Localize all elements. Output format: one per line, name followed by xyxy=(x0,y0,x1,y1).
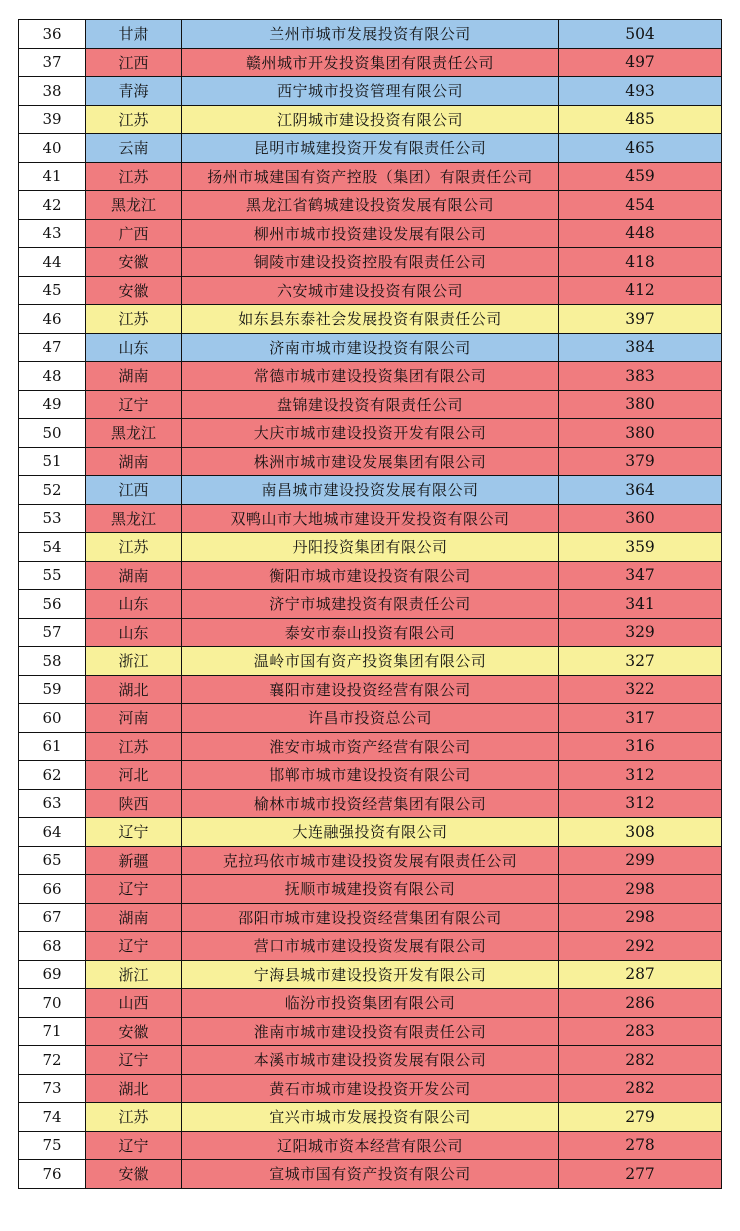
table-row xyxy=(19,533,722,562)
rank-cell: 51 xyxy=(19,447,86,476)
value-cell: 454 xyxy=(559,191,722,220)
value-cell: 397 xyxy=(559,305,722,334)
province-cell: 山东 xyxy=(86,618,182,647)
value-cell: 347 xyxy=(559,561,722,590)
table-row xyxy=(19,1046,722,1075)
province-cell: 河南 xyxy=(86,704,182,733)
rank-cell: 76 xyxy=(19,1160,86,1189)
company-name-cell: 大庆市城市建设投资开发有限公司 xyxy=(182,419,559,448)
province-cell: 湖南 xyxy=(86,362,182,391)
table-row xyxy=(19,134,722,163)
table-row xyxy=(19,390,722,419)
rank-cell: 53 xyxy=(19,504,86,533)
company-name-cell: 泰安市泰山投资有限公司 xyxy=(182,618,559,647)
rank-cell: 57 xyxy=(19,618,86,647)
province-cell: 青海 xyxy=(86,77,182,106)
table-row xyxy=(19,1131,722,1160)
province-cell: 安徽 xyxy=(86,1017,182,1046)
table-row xyxy=(19,1017,722,1046)
company-name-cell: 如东县东泰社会发展投资有限责任公司 xyxy=(182,305,559,334)
value-cell: 279 xyxy=(559,1103,722,1132)
province-cell: 湖南 xyxy=(86,903,182,932)
rank-cell: 38 xyxy=(19,77,86,106)
company-name-cell: 黑龙江省鹤城建设投资发展有限公司 xyxy=(182,191,559,220)
rank-cell: 43 xyxy=(19,219,86,248)
value-cell: 493 xyxy=(559,77,722,106)
province-cell: 湖北 xyxy=(86,1074,182,1103)
table-row xyxy=(19,704,722,733)
table-row xyxy=(19,276,722,305)
province-cell: 安徽 xyxy=(86,1160,182,1189)
company-name-cell: 西宁城市投资管理有限公司 xyxy=(182,77,559,106)
province-cell: 云南 xyxy=(86,134,182,163)
company-name-cell: 江阴城市建设投资有限公司 xyxy=(182,105,559,134)
value-cell: 380 xyxy=(559,419,722,448)
table-row xyxy=(19,647,722,676)
value-cell: 327 xyxy=(559,647,722,676)
rank-cell: 42 xyxy=(19,191,86,220)
value-cell: 360 xyxy=(559,504,722,533)
value-cell: 380 xyxy=(559,390,722,419)
company-name-cell: 昆明市城建投资开发有限责任公司 xyxy=(182,134,559,163)
province-cell: 江西 xyxy=(86,476,182,505)
province-cell: 浙江 xyxy=(86,960,182,989)
province-cell: 浙江 xyxy=(86,647,182,676)
value-cell: 299 xyxy=(559,846,722,875)
rank-cell: 66 xyxy=(19,875,86,904)
company-name-cell: 衡阳市城市建设投资有限公司 xyxy=(182,561,559,590)
company-name-cell: 宁海县城市建设投资开发有限公司 xyxy=(182,960,559,989)
table-row xyxy=(19,219,722,248)
rank-cell: 36 xyxy=(19,20,86,49)
company-name-cell: 六安城市建设投资有限公司 xyxy=(182,276,559,305)
province-cell: 江苏 xyxy=(86,533,182,562)
value-cell: 282 xyxy=(559,1046,722,1075)
rank-cell: 70 xyxy=(19,989,86,1018)
province-cell: 黑龙江 xyxy=(86,191,182,220)
province-cell: 河北 xyxy=(86,761,182,790)
value-cell: 465 xyxy=(559,134,722,163)
rank-cell: 65 xyxy=(19,846,86,875)
company-name-cell: 温岭市国有资产投资集团有限公司 xyxy=(182,647,559,676)
table-row xyxy=(19,675,722,704)
rank-cell: 59 xyxy=(19,675,86,704)
table-row xyxy=(19,191,722,220)
province-cell: 辽宁 xyxy=(86,875,182,904)
rank-cell: 63 xyxy=(19,789,86,818)
value-cell: 298 xyxy=(559,875,722,904)
rank-cell: 44 xyxy=(19,248,86,277)
rank-cell: 41 xyxy=(19,162,86,191)
province-cell: 湖南 xyxy=(86,447,182,476)
table-row xyxy=(19,162,722,191)
company-name-cell: 抚顺市城建投资有限公司 xyxy=(182,875,559,904)
value-cell: 485 xyxy=(559,105,722,134)
table-row xyxy=(19,305,722,334)
company-name-cell: 柳州市城市投资建设发展有限公司 xyxy=(182,219,559,248)
province-cell: 安徽 xyxy=(86,276,182,305)
rank-cell: 67 xyxy=(19,903,86,932)
table-row xyxy=(19,761,722,790)
value-cell: 287 xyxy=(559,960,722,989)
value-cell: 364 xyxy=(559,476,722,505)
province-cell: 江苏 xyxy=(86,305,182,334)
value-cell: 359 xyxy=(559,533,722,562)
rank-cell: 56 xyxy=(19,590,86,619)
company-name-cell: 常德市城市建设投资集团有限公司 xyxy=(182,362,559,391)
table-row xyxy=(19,789,722,818)
province-cell: 辽宁 xyxy=(86,1046,182,1075)
table-row xyxy=(19,960,722,989)
value-cell: 448 xyxy=(559,219,722,248)
province-cell: 辽宁 xyxy=(86,818,182,847)
table-row xyxy=(19,20,722,49)
table-row xyxy=(19,932,722,961)
table-row xyxy=(19,875,722,904)
table-row xyxy=(19,846,722,875)
table-row xyxy=(19,248,722,277)
table-row xyxy=(19,447,722,476)
value-cell: 322 xyxy=(559,675,722,704)
province-cell: 安徽 xyxy=(86,248,182,277)
province-cell: 湖北 xyxy=(86,675,182,704)
value-cell: 504 xyxy=(559,20,722,49)
table-row xyxy=(19,903,722,932)
rank-cell: 61 xyxy=(19,732,86,761)
value-cell: 283 xyxy=(559,1017,722,1046)
province-cell: 湖南 xyxy=(86,561,182,590)
province-cell: 新疆 xyxy=(86,846,182,875)
company-name-cell: 济南市城市建设投资有限公司 xyxy=(182,333,559,362)
value-cell: 316 xyxy=(559,732,722,761)
rank-cell: 68 xyxy=(19,932,86,961)
table-row xyxy=(19,476,722,505)
table-row xyxy=(19,504,722,533)
ranking-table xyxy=(18,19,722,1189)
table-row xyxy=(19,48,722,77)
company-name-cell: 邯郸市城市建设投资有限公司 xyxy=(182,761,559,790)
province-cell: 江苏 xyxy=(86,105,182,134)
table-row xyxy=(19,333,722,362)
table-row xyxy=(19,818,722,847)
value-cell: 298 xyxy=(559,903,722,932)
ranking-table-body xyxy=(19,20,722,1189)
company-name-cell: 盘锦建设投资有限责任公司 xyxy=(182,390,559,419)
province-cell: 江苏 xyxy=(86,732,182,761)
rank-cell: 62 xyxy=(19,761,86,790)
province-cell: 黑龙江 xyxy=(86,504,182,533)
rank-cell: 71 xyxy=(19,1017,86,1046)
rank-cell: 58 xyxy=(19,647,86,676)
province-cell: 辽宁 xyxy=(86,932,182,961)
company-name-cell: 辽阳城市资本经营有限公司 xyxy=(182,1131,559,1160)
value-cell: 418 xyxy=(559,248,722,277)
table-row xyxy=(19,1103,722,1132)
province-cell: 江苏 xyxy=(86,162,182,191)
table-row xyxy=(19,590,722,619)
province-cell: 黑龙江 xyxy=(86,419,182,448)
company-name-cell: 榆林市城市投资经营集团有限公司 xyxy=(182,789,559,818)
value-cell: 282 xyxy=(559,1074,722,1103)
company-name-cell: 临汾市投资集团有限公司 xyxy=(182,989,559,1018)
rank-cell: 50 xyxy=(19,419,86,448)
province-cell: 山东 xyxy=(86,333,182,362)
rank-cell: 55 xyxy=(19,561,86,590)
company-name-cell: 营口市城市建设投资发展有限公司 xyxy=(182,932,559,961)
company-name-cell: 南昌城市建设投资发展有限公司 xyxy=(182,476,559,505)
company-name-cell: 济宁市城建投资有限责任公司 xyxy=(182,590,559,619)
rank-cell: 47 xyxy=(19,333,86,362)
ranking-table-container xyxy=(18,19,721,1189)
rank-cell: 48 xyxy=(19,362,86,391)
value-cell: 459 xyxy=(559,162,722,191)
rank-cell: 54 xyxy=(19,533,86,562)
rank-cell: 52 xyxy=(19,476,86,505)
rank-cell: 73 xyxy=(19,1074,86,1103)
value-cell: 383 xyxy=(559,362,722,391)
company-name-cell: 双鸭山市大地城市建设开发投资有限公司 xyxy=(182,504,559,533)
value-cell: 286 xyxy=(559,989,722,1018)
table-row xyxy=(19,362,722,391)
company-name-cell: 株洲市城市建设发展集团有限公司 xyxy=(182,447,559,476)
rank-cell: 72 xyxy=(19,1046,86,1075)
province-cell: 江苏 xyxy=(86,1103,182,1132)
company-name-cell: 大连融强投资有限公司 xyxy=(182,818,559,847)
table-row xyxy=(19,561,722,590)
company-name-cell: 本溪市城市建设投资发展有限公司 xyxy=(182,1046,559,1075)
province-cell: 山西 xyxy=(86,989,182,1018)
table-row xyxy=(19,989,722,1018)
company-name-cell: 铜陵市建设投资控股有限责任公司 xyxy=(182,248,559,277)
company-name-cell: 黄石市城市建设投资开发公司 xyxy=(182,1074,559,1103)
value-cell: 497 xyxy=(559,48,722,77)
company-name-cell: 克拉玛依市城市建设投资发展有限责任公司 xyxy=(182,846,559,875)
rank-cell: 40 xyxy=(19,134,86,163)
rank-cell: 74 xyxy=(19,1103,86,1132)
province-cell: 甘肃 xyxy=(86,20,182,49)
province-cell: 辽宁 xyxy=(86,390,182,419)
rank-cell: 60 xyxy=(19,704,86,733)
value-cell: 308 xyxy=(559,818,722,847)
table-row xyxy=(19,105,722,134)
value-cell: 379 xyxy=(559,447,722,476)
province-cell: 辽宁 xyxy=(86,1131,182,1160)
company-name-cell: 扬州市城建国有资产控股（集团）有限责任公司 xyxy=(182,162,559,191)
rank-cell: 39 xyxy=(19,105,86,134)
value-cell: 278 xyxy=(559,1131,722,1160)
value-cell: 329 xyxy=(559,618,722,647)
value-cell: 384 xyxy=(559,333,722,362)
value-cell: 292 xyxy=(559,932,722,961)
table-row xyxy=(19,77,722,106)
company-name-cell: 赣州城市开发投资集团有限责任公司 xyxy=(182,48,559,77)
value-cell: 277 xyxy=(559,1160,722,1189)
rank-cell: 37 xyxy=(19,48,86,77)
company-name-cell: 淮安市城市资产经营有限公司 xyxy=(182,732,559,761)
table-row xyxy=(19,1160,722,1189)
company-name-cell: 宜兴市城市发展投资有限公司 xyxy=(182,1103,559,1132)
rank-cell: 46 xyxy=(19,305,86,334)
table-row xyxy=(19,618,722,647)
value-cell: 317 xyxy=(559,704,722,733)
rank-cell: 75 xyxy=(19,1131,86,1160)
company-name-cell: 许昌市投资总公司 xyxy=(182,704,559,733)
company-name-cell: 淮南市城市建设投资有限责任公司 xyxy=(182,1017,559,1046)
company-name-cell: 襄阳市建设投资经营有限公司 xyxy=(182,675,559,704)
value-cell: 412 xyxy=(559,276,722,305)
company-name-cell: 邵阳市城市建设投资经营集团有限公司 xyxy=(182,903,559,932)
rank-cell: 45 xyxy=(19,276,86,305)
province-cell: 山东 xyxy=(86,590,182,619)
rank-cell: 49 xyxy=(19,390,86,419)
table-row xyxy=(19,1074,722,1103)
province-cell: 江西 xyxy=(86,48,182,77)
value-cell: 341 xyxy=(559,590,722,619)
company-name-cell: 丹阳投资集团有限公司 xyxy=(182,533,559,562)
rank-cell: 64 xyxy=(19,818,86,847)
rank-cell: 69 xyxy=(19,960,86,989)
value-cell: 312 xyxy=(559,789,722,818)
province-cell: 陕西 xyxy=(86,789,182,818)
company-name-cell: 兰州市城市发展投资有限公司 xyxy=(182,20,559,49)
table-row xyxy=(19,419,722,448)
company-name-cell: 宣城市国有资产投资有限公司 xyxy=(182,1160,559,1189)
value-cell: 312 xyxy=(559,761,722,790)
table-row xyxy=(19,732,722,761)
province-cell: 广西 xyxy=(86,219,182,248)
